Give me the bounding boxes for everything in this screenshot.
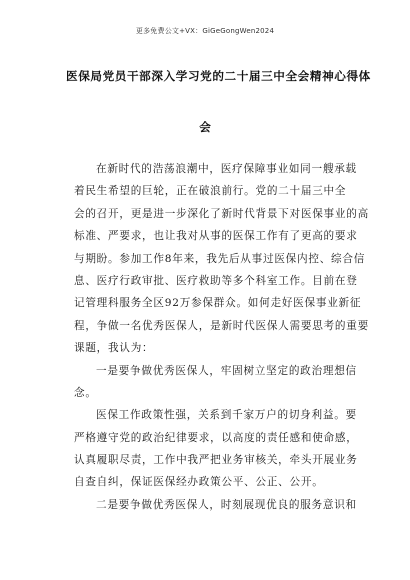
body-line: 二是要争做优秀医保人，时刻展现优良的服务意识和 <box>96 498 357 511</box>
body-line: 标准、严要求，也让我对从事的医保工作有了更高的要求 <box>74 230 358 243</box>
body-line: 着民生希望的巨轮，正在破浪前行。党的二十届三中全 <box>74 185 347 198</box>
body-line: 与期盼。参加工作8年来，我先后从事过医保内控、综合信 <box>74 252 366 265</box>
header-note: 更多免费公文+VX：GiGeGongWen2024 <box>135 27 275 35</box>
body-line: 记管理科服务全区92万参保群众。如何走好医保事业新征 <box>74 297 362 310</box>
document-body <box>74 158 369 516</box>
body-line: 医保工作政策性强，关系到千家万户的切身利益。要 <box>96 409 357 422</box>
body-line: 严格遵守党的政治纪律要求，以高度的责任感和使命感， <box>74 431 358 444</box>
body-line: 会的召开，更是进一步深化了新时代背景下对医保事业的高 <box>74 207 369 220</box>
body-line: 一是要争做优秀医保人，牢固树立坚定的政治理想信 <box>96 364 357 377</box>
document-title-continuation: 会 <box>199 120 211 134</box>
body-line: 在新时代的浩荡浪潮中，医疗保障事业如同一艘承载 <box>96 163 357 175</box>
body-line: 自查自纠，保证医保经办政策公平、公正、公开。 <box>74 476 324 489</box>
body-line: 念。 <box>74 386 97 399</box>
document-title: 医保局党员干部深入学习党的二十届三中全会精神心得体 <box>66 69 371 83</box>
body-line: 课题，我认为： <box>74 342 154 355</box>
body-line: 认真履职尽责，工作中我严把业务审核关，牵头开展业务 <box>74 454 358 467</box>
body-line: 息、医疗行政审批、医疗救助等多个科室工作。目前在登 <box>74 274 358 287</box>
body-line: 程，争做一名优秀医保人，是新时代医保人需要思考的重要 <box>74 319 369 332</box>
